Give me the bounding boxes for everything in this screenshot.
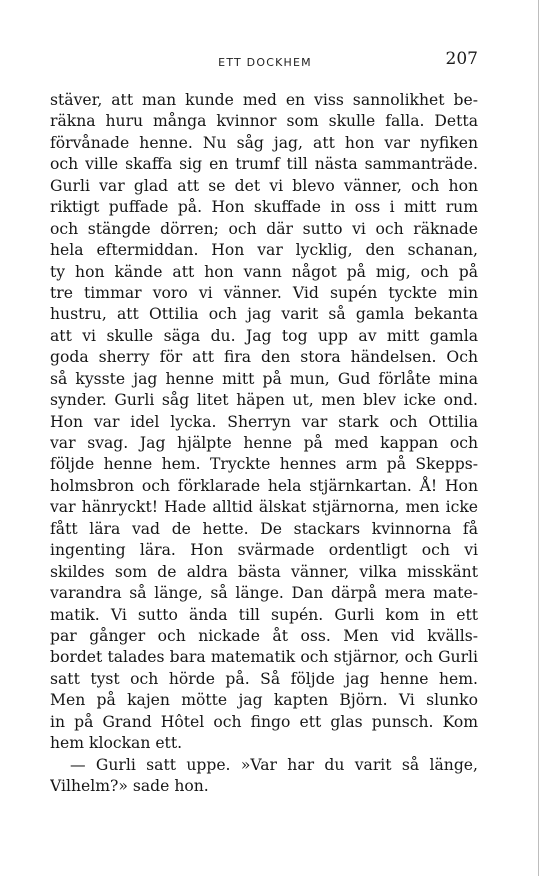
text-line: följde henne hem. Tryckte hennes arm på Skepps- xyxy=(50,455,478,474)
text-line: in på Grand Hôtel och fingo ett glas punsch. Kom xyxy=(50,712,478,731)
body-text xyxy=(50,90,478,797)
text-line: var svag. Jag hjälpte henne på med kappan och xyxy=(50,434,478,452)
text-line: Gurli var glad att se det vi blevo vänner, och hon xyxy=(50,176,478,195)
text-line: var hänryckt! Hade alltid älskat stjärnorna, men icke xyxy=(50,498,478,517)
text-line: par gånger och nickade åt oss. Men vid kvälls- xyxy=(50,626,478,645)
page-edge-line xyxy=(538,0,539,876)
text-line: goda sherry för att fira den stora händelsen. Och xyxy=(50,348,478,367)
text-line: tre timmar voro vi vänner. Vid supén tyckte min xyxy=(50,283,478,302)
text-line: och stängde dörren; och där sutto vi och räknade xyxy=(50,219,478,238)
text-line: bordet talades bara matematik och stjärnor, och Gurli xyxy=(50,648,478,667)
text-line: och ville skaffa sig en trumf till nästa sammanträde. xyxy=(50,155,478,174)
text-line: varandra så länge, så länge. Dan därpå mera mate- xyxy=(50,584,478,603)
page-number: 207 xyxy=(445,49,478,69)
text-line: ingenting lära. Hon svärmade ordentligt och vi xyxy=(50,541,478,560)
text-line: så kysste jag henne mitt på mun, Gud förlåte mina xyxy=(50,369,478,388)
text-line: ty hon kände att hon vann något på mig, och på xyxy=(50,262,478,281)
text-line: satt tyst och hörde på. Så följde jag henne hem. xyxy=(50,669,478,688)
text-line: hustru, att Ottilia och jag varit så gamla bekanta xyxy=(50,305,478,324)
running-header-title: ETT DOCKHEM xyxy=(218,56,312,69)
paragraph-end-line: Vilhelm?» sade hon. xyxy=(50,777,209,795)
text-line: räkna huru många kvinnor som skulle falla. Detta xyxy=(50,112,478,131)
paragraph-start-line: — Gurli satt uppe. »Var har du varit så länge, xyxy=(70,755,478,774)
text-line: riktigt puffade på. Hon skuffade in oss i mitt rum xyxy=(50,198,478,217)
text-line: skildes som de aldra bästa vänner, vilka misskänt xyxy=(50,562,478,581)
text-line: stäver, att man kunde med en viss sannolikhet be- xyxy=(50,91,478,109)
text-line: matik. Vi sutto ända till supén. Gurli kom in ett xyxy=(50,605,478,624)
paragraph-end-line: hem klockan ett. xyxy=(50,734,183,753)
text-line: Hon var idel lycka. Sherryn var stark och Ottilia xyxy=(50,412,478,431)
text-line: hela eftermiddan. Hon var lycklig, den schanan, xyxy=(50,241,478,260)
text-line: att vi skulle säga du. Jag tog upp av mitt gamla xyxy=(50,326,478,345)
text-line: holmsbron och förklarade hela stjärnkartan. Å! Hon xyxy=(50,476,478,495)
text-line: fått lära vad de hette. De stackars kvinnorna få xyxy=(50,519,478,538)
text-line: förvånade henne. Nu såg jag, att hon var nyfiken xyxy=(50,133,478,152)
text-line: synder. Gurli såg litet häpen ut, men blev icke ond. xyxy=(50,391,478,410)
text-line: Men på kajen mötte jag kapten Björn. Vi slunko xyxy=(50,691,478,710)
